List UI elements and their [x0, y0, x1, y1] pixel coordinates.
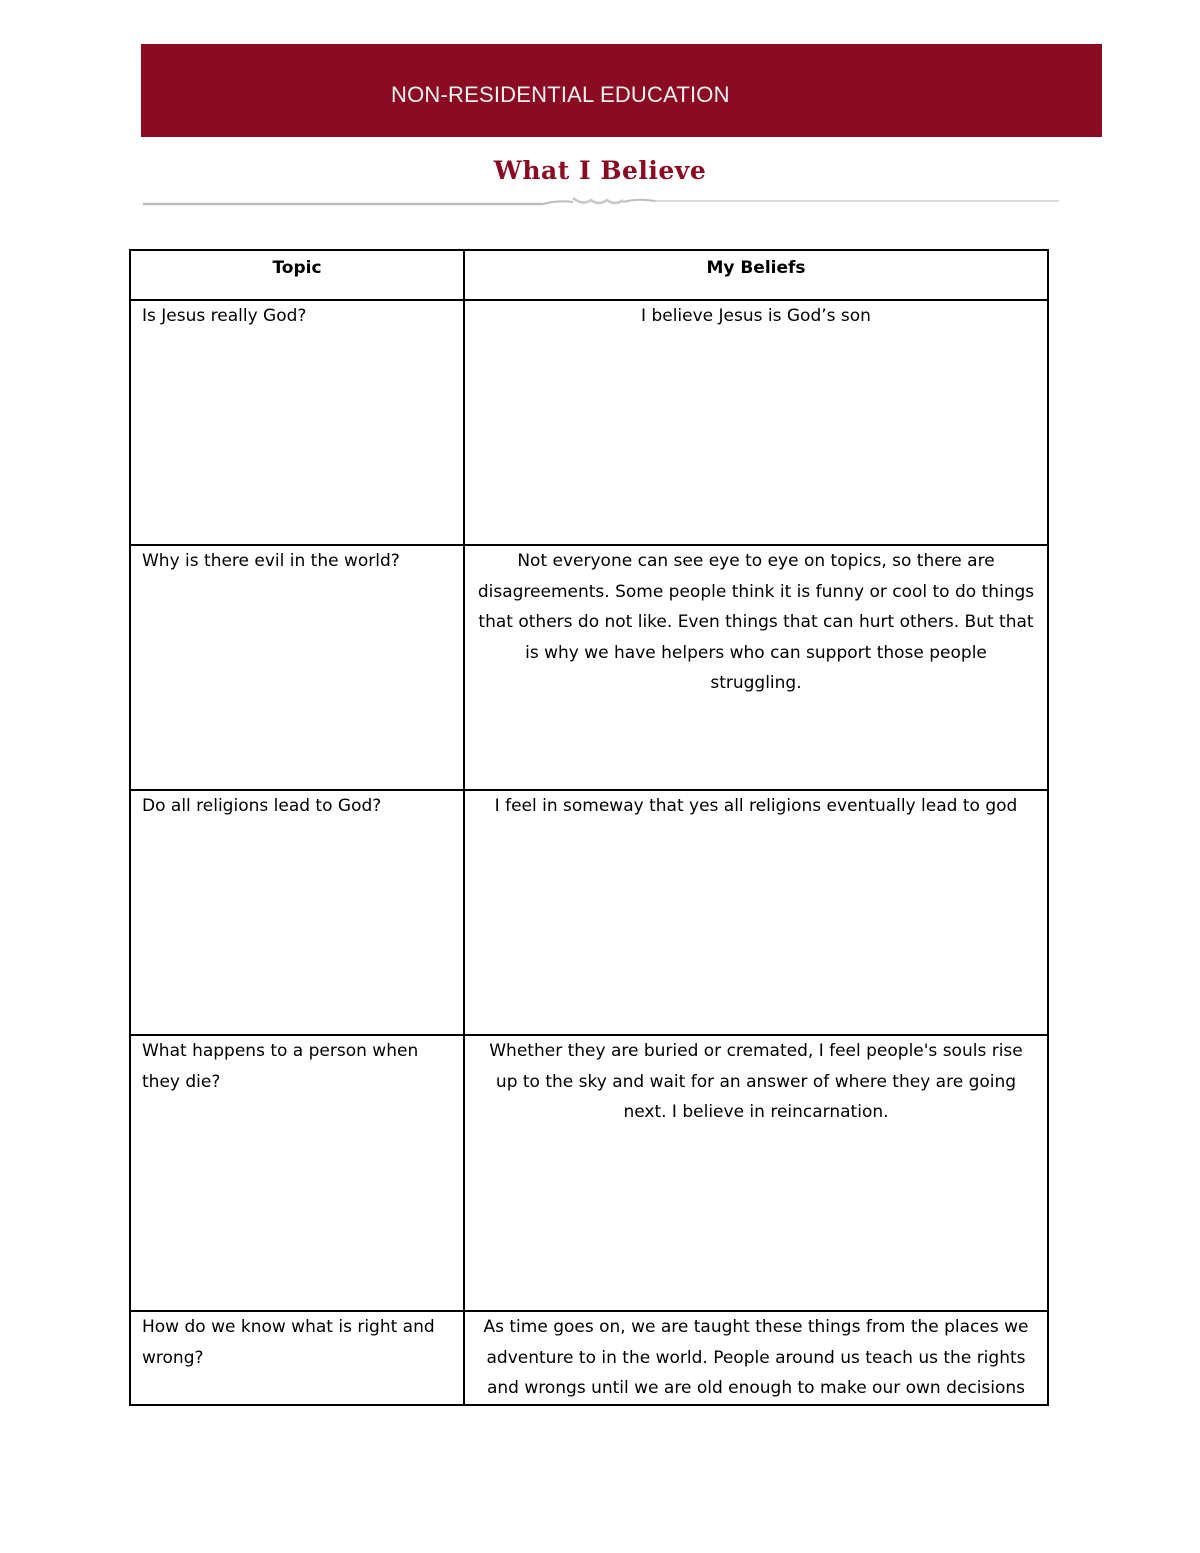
belief-cell: I believe Jesus is God’s son [464, 300, 1048, 545]
topic-cell: Is Jesus really God? [130, 300, 464, 545]
column-header-topic: Topic [130, 250, 464, 300]
topic-cell: Why is there evil in the world? [130, 545, 464, 790]
table-row [130, 300, 1048, 545]
belief-cell: Whether they are buried or cremated, I feel people's souls rise up to the sky and wait for an answer of where they are going next. I believe in reincarnation. [464, 1035, 1048, 1311]
header-banner [141, 44, 1102, 137]
belief-cell: Not everyone can see eye to eye on topics, so there are disagreements. Some people think it is funny or cool to do things that others do not like. Even things that can hurt others. But that is why we have helpers who can support those people struggling. [464, 545, 1048, 790]
title-divider [143, 192, 1059, 214]
belief-cell: I feel in someway that yes all religions eventually lead to god [464, 790, 1048, 1035]
topic-cell: What happens to a person when they die? [130, 1035, 464, 1311]
table-row [130, 1035, 1048, 1311]
table-row [130, 545, 1048, 790]
topic-cell: Do all religions lead to God? [130, 790, 464, 1035]
table-row [130, 790, 1048, 1035]
table-header-row [130, 250, 1048, 300]
column-header-beliefs: My Beliefs [464, 250, 1048, 300]
beliefs-table [129, 249, 1049, 1406]
banner-title: NON-RESIDENTIAL EDUCATION [391, 82, 730, 107]
belief-cell: As time goes on, we are taught these things from the places we adventure to in the world. People around us teach us the rights and wrongs until we are old enough to make our own decisions [464, 1311, 1048, 1405]
page-title: What I Believe [493, 156, 707, 185]
table-row [130, 1311, 1048, 1405]
topic-cell: How do we know what is right and wrong? [130, 1311, 464, 1405]
